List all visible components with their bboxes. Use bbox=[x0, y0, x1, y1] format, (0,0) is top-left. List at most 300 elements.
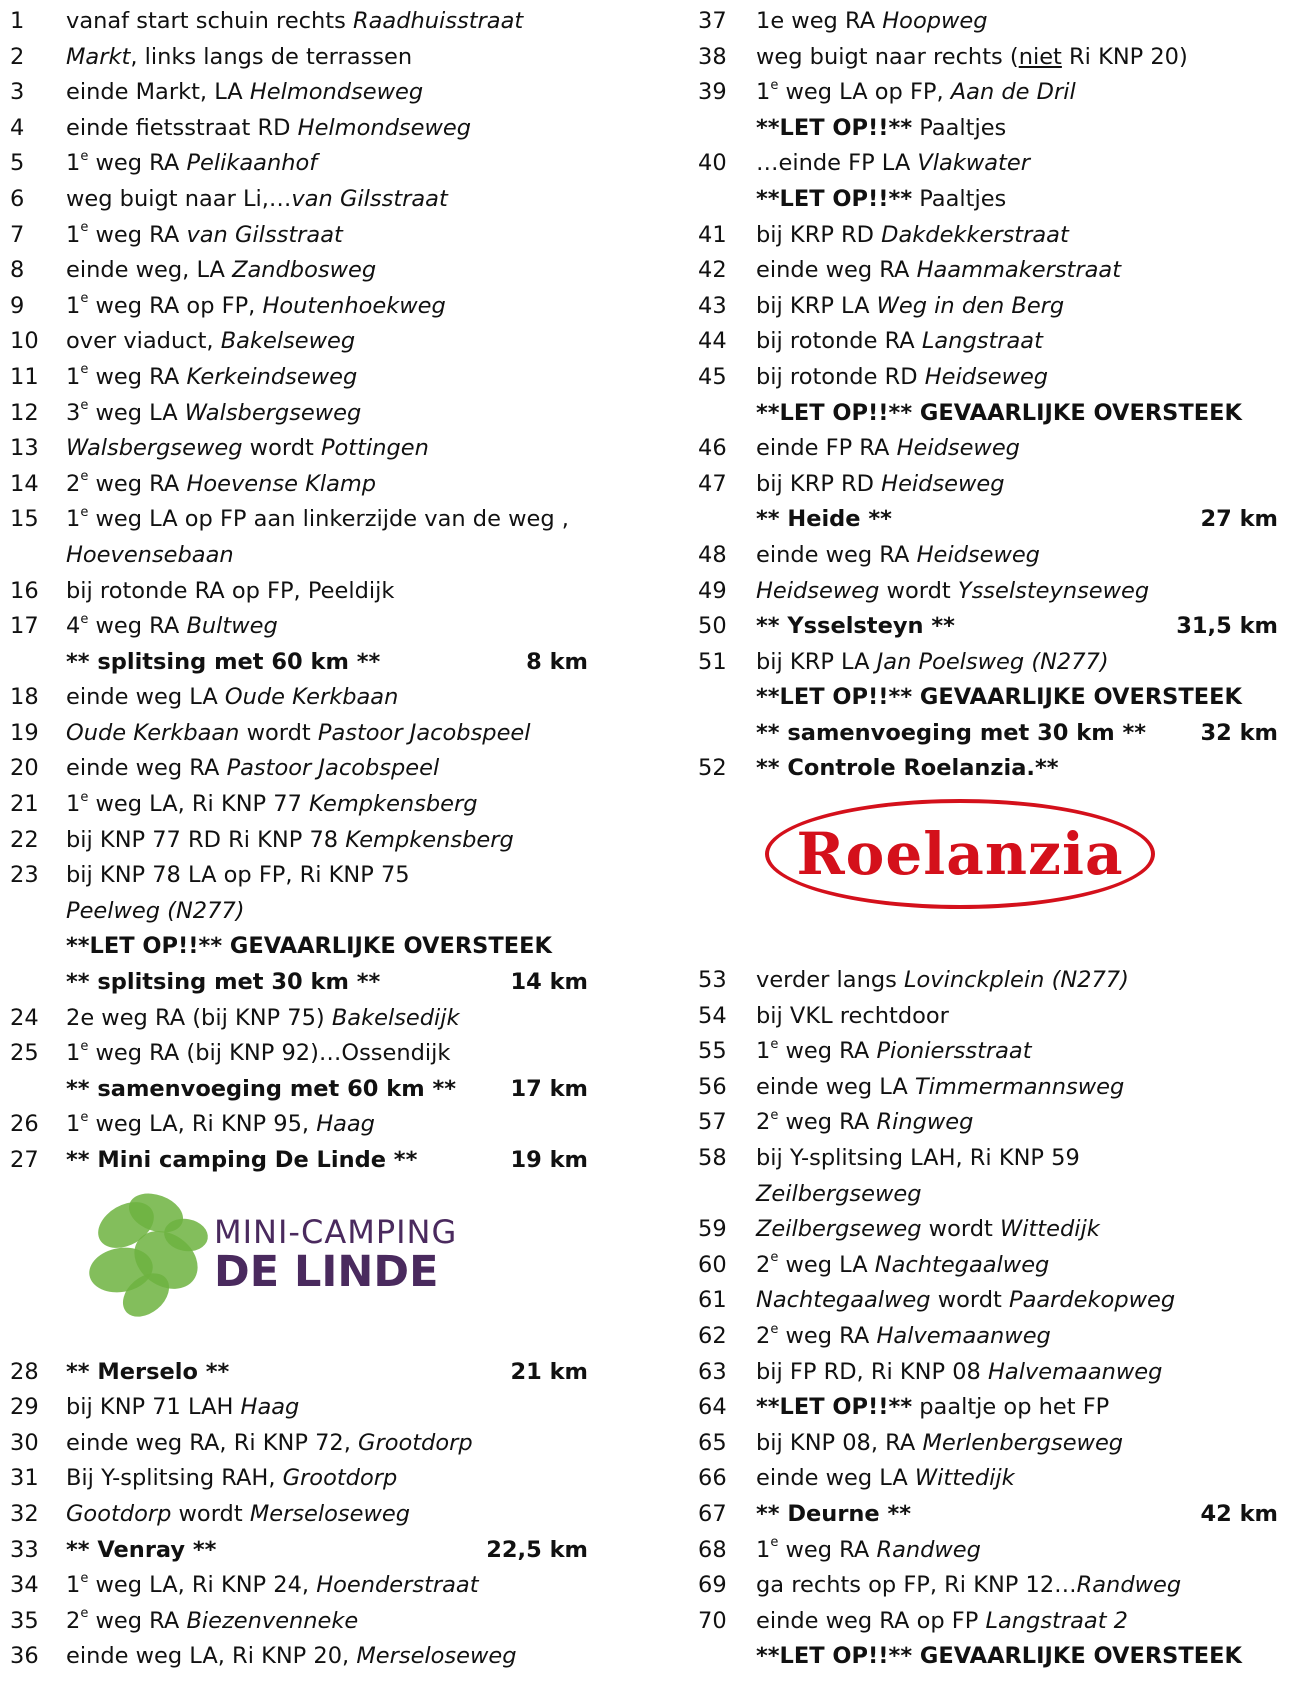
route-step bbox=[0, 182, 600, 218]
step-text-part: weg RA bbox=[778, 1323, 877, 1349]
route-step bbox=[698, 1461, 1292, 1497]
step-text bbox=[66, 1107, 375, 1143]
step-text bbox=[66, 1461, 397, 1497]
step-text-part: vanaf start schuin rechts bbox=[66, 8, 353, 34]
distance-km: 14 km bbox=[510, 969, 588, 996]
step-text-part: weg LA op FP aan linkerzijde van de weg , bbox=[88, 506, 569, 533]
street-name: Bakelseweg bbox=[220, 328, 356, 355]
ordinal-suffix: e bbox=[80, 148, 89, 164]
bold-note: ** samenvoeging met 30 km ** bbox=[756, 719, 1147, 746]
route-step bbox=[0, 218, 600, 254]
step-text bbox=[756, 431, 1020, 467]
ordinal-suffix: e bbox=[80, 611, 89, 627]
step-text-part: 2 bbox=[66, 470, 81, 497]
step-text-part: wordt bbox=[239, 719, 318, 746]
route-step bbox=[0, 645, 600, 681]
step-number: 7 bbox=[10, 221, 25, 248]
step-number: 59 bbox=[698, 1216, 727, 1243]
route-step bbox=[698, 431, 1292, 467]
street-name: Halvemaanweg bbox=[988, 1358, 1163, 1385]
step-text bbox=[66, 396, 361, 432]
step-number: 8 bbox=[10, 257, 25, 284]
step-text-part: bij rotonde RD bbox=[756, 363, 925, 390]
street-name: Lovinckplein (N277) bbox=[904, 967, 1129, 994]
step-text bbox=[756, 467, 1005, 503]
step-text-part: einde weg RA bbox=[756, 257, 917, 284]
step-text-part: einde weg, LA bbox=[66, 257, 233, 284]
step-text bbox=[756, 253, 1121, 289]
step-text-part: weg RA bbox=[88, 470, 187, 497]
step-number: 11 bbox=[10, 363, 39, 390]
step-text-part: 2e weg RA (bij KNP 75) bbox=[66, 1004, 332, 1031]
street-name: Heidseweg bbox=[916, 541, 1040, 568]
step-number: 31 bbox=[10, 1465, 39, 1492]
step-number: 57 bbox=[698, 1109, 727, 1136]
bold-note: **LET OP!!** GEVAARLIJKE OVERSTEEK bbox=[756, 684, 1242, 711]
route-step bbox=[0, 40, 600, 76]
step-number: 22 bbox=[10, 826, 39, 853]
bold-note: ** Venray ** bbox=[66, 1536, 217, 1563]
step-number: 53 bbox=[698, 967, 727, 994]
route-column-left bbox=[0, 4, 600, 1675]
ordinal-suffix: e bbox=[770, 77, 779, 93]
route-step bbox=[0, 1426, 600, 1462]
route-step bbox=[698, 574, 1292, 610]
step-text bbox=[66, 1143, 417, 1179]
step-number: 34 bbox=[10, 1572, 39, 1599]
ordinal-suffix: e bbox=[770, 1107, 779, 1123]
route-step bbox=[0, 716, 600, 752]
route-step bbox=[698, 218, 1292, 254]
step-number: 70 bbox=[698, 1607, 727, 1634]
bold-note: **LET OP!!** GEVAARLIJKE OVERSTEEK bbox=[66, 933, 552, 960]
street-name: Walsbergseweg bbox=[184, 399, 362, 426]
route-step bbox=[698, 360, 1292, 396]
step-text-part: wordt bbox=[242, 435, 321, 462]
street-name: Ysselsteynseweg bbox=[957, 577, 1150, 604]
step-text-part: bij rotonde RA bbox=[756, 328, 922, 355]
route-step bbox=[0, 1568, 600, 1604]
route-step bbox=[698, 1533, 1292, 1569]
step-text-part: bij KRP LA bbox=[756, 648, 877, 675]
street-name: Bakelsedijk bbox=[331, 1004, 460, 1031]
step-number: 37 bbox=[698, 8, 727, 34]
step-text-part: bij KRP LA bbox=[756, 292, 877, 319]
step-text bbox=[66, 538, 234, 574]
bold-note: ** Mini camping De Linde ** bbox=[66, 1147, 418, 1173]
route-step bbox=[698, 1426, 1292, 1462]
step-text bbox=[756, 999, 949, 1035]
step-text bbox=[66, 1533, 216, 1569]
street-name: Ringweg bbox=[876, 1109, 974, 1136]
step-number: 46 bbox=[698, 435, 727, 462]
step-text-part: , links langs de terrassen bbox=[130, 43, 413, 70]
ordinal-suffix: e bbox=[80, 291, 89, 307]
step-text bbox=[66, 75, 423, 111]
step-text-part: wordt bbox=[921, 1216, 1000, 1243]
step-text bbox=[756, 146, 1030, 182]
route-step bbox=[0, 574, 600, 610]
step-text-part: einde fietsstraat RD bbox=[66, 114, 298, 141]
route-step bbox=[698, 1319, 1292, 1355]
street-name: Wittedijk bbox=[999, 1216, 1100, 1243]
street-name: van Gilsstraat bbox=[186, 221, 343, 248]
step-number: 63 bbox=[698, 1358, 727, 1385]
street-name: Zandbosweg bbox=[232, 257, 377, 284]
step-number: 15 bbox=[10, 506, 39, 533]
step-text-part: Paaltjes bbox=[912, 114, 1007, 141]
step-text-part: 1 bbox=[756, 1038, 771, 1065]
route-step bbox=[698, 1497, 1292, 1533]
route-step bbox=[0, 1390, 600, 1426]
step-text bbox=[66, 467, 376, 503]
step-number: 44 bbox=[698, 328, 727, 355]
step-text-part: weg RA bbox=[88, 221, 187, 248]
step-number: 65 bbox=[698, 1429, 727, 1456]
route-step bbox=[698, 1105, 1292, 1141]
route-step bbox=[698, 111, 1292, 147]
route-step bbox=[0, 1533, 600, 1569]
step-text bbox=[756, 1034, 1032, 1070]
step-text bbox=[756, 1390, 1109, 1426]
step-text bbox=[66, 894, 245, 930]
step-text bbox=[756, 75, 1076, 111]
route-step bbox=[698, 751, 1292, 787]
street-name: Kerkeindseweg bbox=[186, 363, 358, 390]
step-number: 9 bbox=[10, 292, 25, 319]
linde-leaves-icon bbox=[86, 1185, 226, 1319]
step-text-part: weg buigt naar Li,… bbox=[66, 185, 292, 212]
street-name: van Gilsstraat bbox=[291, 185, 448, 212]
route-step bbox=[0, 467, 600, 503]
step-text bbox=[756, 1497, 911, 1533]
street-name: Pastoor Jacobspeel bbox=[226, 755, 440, 782]
ordinal-suffix: e bbox=[770, 1036, 779, 1052]
step-text bbox=[66, 823, 514, 859]
step-text bbox=[756, 1212, 1100, 1248]
route-step bbox=[0, 1036, 600, 1072]
route-step bbox=[698, 40, 1292, 76]
street-name: Peelweg (N277) bbox=[66, 897, 245, 924]
step-text bbox=[66, 929, 552, 965]
step-text bbox=[756, 1105, 973, 1141]
ordinal-suffix: e bbox=[80, 1606, 89, 1622]
step-number: 58 bbox=[698, 1145, 727, 1172]
step-text-part: weg RA bbox=[88, 1607, 187, 1634]
step-text bbox=[66, 858, 410, 894]
step-text-part: 1 bbox=[66, 1040, 81, 1067]
route-step bbox=[0, 1461, 600, 1497]
logo-text-de-linde: DE LINDE bbox=[214, 1246, 439, 1297]
step-text-part: 4 bbox=[66, 613, 81, 640]
route-step bbox=[698, 324, 1292, 360]
step-number: 32 bbox=[10, 1500, 39, 1527]
step-text-part: bij KRP RD bbox=[756, 221, 882, 248]
step-number: 2 bbox=[10, 43, 25, 70]
step-text bbox=[66, 4, 523, 40]
distance-km: 22,5 km bbox=[486, 1536, 588, 1563]
bold-note: **LET OP!!** GEVAARLIJKE OVERSTEEK bbox=[756, 1643, 1242, 1670]
street-name: Aan de Dril bbox=[950, 79, 1076, 106]
route-step bbox=[698, 1034, 1292, 1070]
step-text bbox=[756, 538, 1040, 574]
route-step bbox=[0, 502, 600, 538]
street-name: Pastoor Jacobspeel bbox=[317, 719, 531, 746]
step-number: 62 bbox=[698, 1323, 727, 1349]
step-number: 27 bbox=[10, 1147, 39, 1173]
street-name: Raadhuisstraat bbox=[353, 8, 524, 34]
street-name: Markt bbox=[66, 43, 131, 70]
step-text bbox=[66, 431, 429, 467]
step-text-part: einde weg LA bbox=[66, 684, 225, 711]
step-text-part: 1 bbox=[66, 363, 81, 390]
step-text-part: 1 bbox=[66, 292, 81, 319]
street-name: Merseloseweg bbox=[356, 1643, 517, 1670]
step-text-part: einde Markt, LA bbox=[66, 79, 250, 106]
street-name: Gootdorp bbox=[66, 1500, 172, 1527]
street-name: Paardekopweg bbox=[1009, 1287, 1176, 1314]
step-text bbox=[756, 1141, 1080, 1177]
street-name: Langstraat 2 bbox=[985, 1607, 1128, 1634]
step-number: 67 bbox=[698, 1500, 727, 1527]
step-text bbox=[756, 1568, 1181, 1604]
step-text bbox=[66, 716, 531, 752]
step-number: 24 bbox=[10, 1004, 39, 1031]
step-number: 55 bbox=[698, 1038, 727, 1065]
step-text bbox=[756, 1248, 1049, 1284]
ordinal-suffix: e bbox=[770, 1250, 779, 1266]
step-text bbox=[66, 182, 448, 218]
step-number: 21 bbox=[10, 791, 39, 818]
route-step bbox=[698, 1355, 1292, 1391]
step-text bbox=[66, 324, 355, 360]
step-number: 56 bbox=[698, 1073, 727, 1100]
step-text bbox=[66, 111, 471, 147]
street-name: Hoenderstraat bbox=[316, 1572, 479, 1599]
step-number: 33 bbox=[10, 1536, 39, 1563]
step-text-part: 2 bbox=[756, 1109, 771, 1136]
step-text bbox=[756, 1604, 1128, 1640]
step-text bbox=[756, 1177, 922, 1213]
step-text bbox=[66, 289, 446, 325]
logo-text-roelanzia: Roelanzia bbox=[796, 820, 1124, 889]
route-step bbox=[698, 999, 1292, 1035]
street-name: Randweg bbox=[876, 1536, 981, 1563]
ordinal-suffix: e bbox=[80, 789, 89, 805]
mini-camping-de-linde-logo bbox=[86, 1185, 466, 1319]
step-text-part: weg LA, Ri KNP 95, bbox=[88, 1111, 317, 1138]
ordinal-suffix: e bbox=[80, 1570, 89, 1586]
step-text bbox=[66, 645, 380, 681]
street-name: Walsbergseweg bbox=[66, 435, 243, 462]
step-number: 61 bbox=[698, 1287, 727, 1314]
step-text bbox=[66, 1639, 517, 1675]
step-text-part: einde weg RA op FP bbox=[756, 1607, 986, 1634]
route-step bbox=[0, 1072, 600, 1108]
step-number: 29 bbox=[10, 1394, 39, 1421]
step-text-part: weg RA bbox=[778, 1109, 877, 1136]
street-name: Grootdorp bbox=[358, 1429, 473, 1456]
distance-km: 42 km bbox=[1200, 1500, 1278, 1527]
step-text bbox=[756, 609, 955, 645]
route-step bbox=[698, 716, 1292, 752]
step-text-part: niet bbox=[1018, 43, 1062, 70]
step-text-part: 2 bbox=[756, 1251, 771, 1278]
bold-note: ** Heide ** bbox=[756, 506, 892, 533]
route-step bbox=[0, 787, 600, 823]
step-text bbox=[66, 787, 478, 823]
step-text-part: Bij Y-splitsing RAH, bbox=[66, 1465, 283, 1492]
step-text-part: einde weg RA, Ri KNP 72, bbox=[66, 1429, 359, 1456]
bold-note: **LET OP!!** bbox=[756, 1394, 913, 1421]
route-step bbox=[0, 965, 600, 1001]
step-text-part: weg RA bbox=[778, 1038, 877, 1065]
step-number: 13 bbox=[10, 435, 39, 462]
route-step bbox=[0, 1497, 600, 1533]
route-step bbox=[0, 324, 600, 360]
step-number: 50 bbox=[698, 613, 727, 640]
route-step bbox=[0, 146, 600, 182]
step-text bbox=[756, 4, 988, 40]
step-number: 40 bbox=[698, 150, 727, 177]
step-text bbox=[66, 253, 376, 289]
step-text-part: 1 bbox=[66, 791, 81, 818]
step-text-part: weg RA bbox=[88, 150, 187, 177]
step-text-part: einde weg LA bbox=[756, 1073, 915, 1100]
step-text-part: einde weg LA bbox=[756, 1465, 915, 1492]
step-number: 69 bbox=[698, 1572, 727, 1599]
route-step bbox=[0, 1001, 600, 1037]
step-number: 51 bbox=[698, 648, 727, 675]
route-step bbox=[0, 1355, 600, 1391]
route-step bbox=[698, 1568, 1292, 1604]
step-text-part: Paaltjes bbox=[912, 185, 1007, 212]
street-name: Merseloseweg bbox=[249, 1500, 410, 1527]
route-step bbox=[698, 680, 1292, 716]
route-step bbox=[0, 75, 600, 111]
route-step bbox=[698, 289, 1292, 325]
step-number: 35 bbox=[10, 1607, 39, 1634]
step-number: 19 bbox=[10, 719, 39, 746]
step-text bbox=[66, 574, 394, 610]
step-text-part: 1 bbox=[66, 150, 81, 177]
street-name: Helmondseweg bbox=[297, 114, 471, 141]
ordinal-suffix: e bbox=[80, 362, 89, 378]
step-number: 28 bbox=[10, 1358, 39, 1385]
step-number: 47 bbox=[698, 470, 727, 497]
street-name: Biezenvenneke bbox=[186, 1607, 359, 1634]
route-step bbox=[0, 1107, 600, 1143]
step-number: 18 bbox=[10, 684, 39, 711]
route-step bbox=[0, 751, 600, 787]
street-name: Bultweg bbox=[186, 613, 278, 640]
route-step bbox=[698, 146, 1292, 182]
route-step bbox=[698, 609, 1292, 645]
ordinal-suffix: e bbox=[80, 504, 89, 520]
route-step bbox=[0, 929, 600, 965]
step-text bbox=[66, 1072, 456, 1108]
step-text-part: weg LA bbox=[88, 399, 185, 426]
step-text bbox=[66, 1390, 299, 1426]
step-number: 38 bbox=[698, 43, 727, 70]
step-number: 3 bbox=[10, 79, 25, 106]
step-number: 48 bbox=[698, 541, 727, 568]
step-number: 30 bbox=[10, 1429, 39, 1456]
street-name: Heidseweg bbox=[756, 577, 880, 604]
step-number: 20 bbox=[10, 755, 39, 782]
step-text bbox=[66, 1036, 450, 1072]
street-name: Jan Poelsweg (N277) bbox=[876, 648, 1109, 675]
step-number: 39 bbox=[698, 79, 727, 106]
street-name: Oude Kerkbaan bbox=[66, 719, 240, 746]
street-name: Heidseweg bbox=[896, 435, 1020, 462]
step-text-part: bij KNP 78 LA op FP, Ri KNP 75 bbox=[66, 862, 410, 889]
roelanzia-logo bbox=[765, 799, 1155, 909]
route-step bbox=[0, 1143, 600, 1179]
street-name: Haag bbox=[240, 1394, 300, 1421]
bold-note: ** samenvoeging met 60 km ** bbox=[66, 1075, 457, 1102]
route-step bbox=[698, 1248, 1292, 1284]
step-number: 42 bbox=[698, 257, 727, 284]
step-text bbox=[756, 1461, 1015, 1497]
step-text-part: einde FP RA bbox=[756, 435, 897, 462]
step-text bbox=[756, 751, 1059, 787]
step-text-part: einde weg RA bbox=[756, 541, 917, 568]
route-step bbox=[0, 253, 600, 289]
route-step bbox=[0, 396, 600, 432]
step-number: 49 bbox=[698, 577, 727, 604]
distance-km: 32 km bbox=[1200, 719, 1278, 746]
route-step bbox=[0, 4, 600, 40]
route-step bbox=[0, 680, 600, 716]
street-name: Wittedijk bbox=[914, 1465, 1015, 1492]
route-step bbox=[698, 963, 1292, 999]
step-number: 16 bbox=[10, 577, 39, 604]
step-number: 25 bbox=[10, 1040, 39, 1067]
step-text-part: bij KNP 71 LAH bbox=[66, 1394, 241, 1421]
step-text-part: …einde FP LA bbox=[756, 150, 918, 177]
route-step bbox=[698, 1212, 1292, 1248]
street-name: Dakdekkerstraat bbox=[881, 221, 1069, 248]
step-text-part: bij Y-splitsing LAH, Ri KNP 59 bbox=[756, 1145, 1080, 1172]
step-text bbox=[756, 1355, 1162, 1391]
step-text bbox=[756, 182, 1006, 218]
step-text bbox=[66, 146, 317, 182]
street-name: Oude Kerkbaan bbox=[224, 684, 399, 711]
step-text-part: 1e weg RA bbox=[756, 8, 883, 34]
step-text bbox=[66, 360, 357, 396]
street-name: Kempkensberg bbox=[309, 791, 478, 818]
street-name: Zeilbergseweg bbox=[756, 1180, 922, 1207]
ordinal-suffix: e bbox=[80, 1109, 89, 1125]
step-number: 68 bbox=[698, 1536, 727, 1563]
step-text-part: over viaduct, bbox=[66, 328, 221, 355]
route-step bbox=[698, 1283, 1292, 1319]
step-text-part: bij KNP 08, RA bbox=[756, 1429, 923, 1456]
step-text bbox=[66, 218, 343, 254]
route-step bbox=[698, 1390, 1292, 1426]
step-text bbox=[66, 1497, 410, 1533]
step-number: 10 bbox=[10, 328, 39, 355]
ordinal-suffix: e bbox=[80, 1038, 89, 1054]
step-text-part: verder langs bbox=[756, 967, 904, 994]
step-text bbox=[756, 324, 1043, 360]
step-text bbox=[756, 111, 1006, 147]
street-name: Randweg bbox=[1076, 1572, 1182, 1599]
route-step bbox=[698, 75, 1292, 111]
street-name: Hoevensebaan bbox=[66, 541, 234, 568]
step-text bbox=[756, 1070, 1124, 1106]
